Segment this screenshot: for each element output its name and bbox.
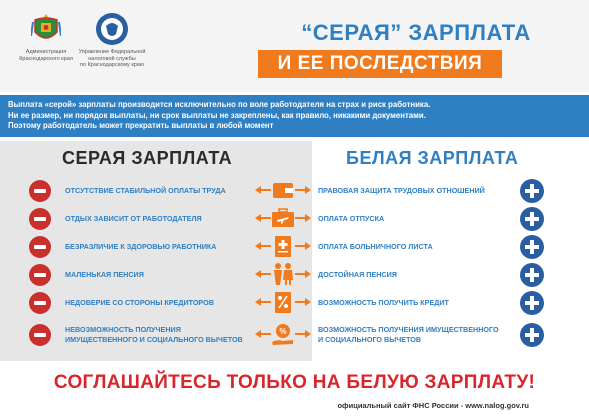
comparison-row — [0, 290, 589, 316]
negative-item-line: ИМУЩЕСТВЕННОГО И СОЦИАЛЬНОГО ВЫЧЕТОВ — [65, 335, 243, 344]
minus-icon — [29, 236, 51, 258]
positive-item: ДОСТОЙНАЯ ПЕНСИЯ — [318, 270, 397, 279]
info-line: Выплата «серой» зарплаты производится исключительно по воле работодателя на страх и риск работника. — [8, 100, 431, 109]
negative-item-line: НЕВОЗМОЖНОСТЬ ПОЛУЧЕНИЯ — [65, 325, 181, 334]
negative-item: ОТСУТСТВИЕ СТАБИЛЬНОЙ ОПЛАТЫ ТРУДА — [65, 186, 226, 195]
positive-item: ОПЛАТА БОЛЬНИЧНОГО ЛИСТА — [318, 242, 433, 251]
positive-item: ВОЗМОЖНОСТЬ ПОЛУЧИТЬ КРЕДИТ — [318, 298, 449, 307]
positive-item-line: И СОЦИАЛЬНОГО ВЫЧЕТОВ — [318, 335, 422, 344]
minus-icon — [29, 180, 51, 202]
logo-right-line3: по Краснодарскому краю — [80, 62, 144, 68]
minus-icon — [29, 208, 51, 230]
comparison-row — [0, 178, 589, 204]
negative-item: МАЛЕНЬКАЯ ПЕНСИЯ — [65, 270, 144, 279]
minus-icon — [29, 264, 51, 286]
white-salary-title: БЕЛАЯ ЗАРПЛАТА — [346, 148, 519, 168]
comparison-row — [0, 262, 589, 288]
positive-item: ПРАВОВАЯ ЗАЩИТА ТРУДОВЫХ ОТНОШЕНИЙ — [318, 186, 485, 195]
percent-document-icon — [253, 290, 313, 314]
negative-item — [65, 325, 243, 345]
fns-website-link[interactable]: официальный сайт ФНС России - www.nalog.gov.ru — [337, 401, 529, 410]
footer-slogan: СОГЛАШАЙТЕСЬ ТОЛЬКО НА БЕЛУЮ ЗАРПЛАТУ! — [53, 372, 536, 393]
elderly-couple-icon — [253, 262, 313, 286]
coat-of-arms-icon — [31, 12, 61, 46]
plus-icon — [520, 207, 544, 231]
info-line: Ни ее размер, ни порядок выплаты, ни срок выплаты не закреплены, как правило, никакими документами. — [8, 110, 426, 120]
percent-hand-icon — [253, 322, 313, 346]
comparison-row — [0, 318, 589, 354]
plus-icon — [520, 291, 544, 315]
info-banner — [0, 95, 589, 137]
plus-icon — [520, 179, 544, 203]
minus-icon — [29, 292, 51, 314]
sub-title: И ЕЕ ПОСЛЕДСТВИЯ — [258, 50, 502, 78]
positive-item-line: ВОЗМОЖНОСТЬ ПОЛУЧЕНИЯ ИМУЩЕСТВЕННОГО — [318, 325, 499, 334]
comparison-row — [0, 234, 589, 260]
minus-icon — [29, 324, 51, 346]
negative-item: ОТДЫХ ЗАВИСИТ ОТ РАБОТОДАТЕЛЯ — [65, 214, 202, 223]
negative-item: НЕДОВЕРИЕ СО СТОРОНЫ КРЕДИТОРОВ — [65, 298, 214, 307]
medical-document-icon — [253, 234, 313, 258]
info-line: Поэтому работодатель может прекратить выплаты в любой момент — [8, 121, 274, 130]
logo-right-line2: налоговой службы — [88, 55, 136, 62]
negative-item: БЕЗРАЗЛИЧИЕ К ЗДОРОВЬЮ РАБОТНИКА — [65, 242, 217, 251]
positive-item — [318, 325, 499, 345]
wallet-icon — [253, 178, 313, 202]
plus-icon — [520, 263, 544, 287]
comparison-row — [0, 206, 589, 232]
plus-icon — [520, 235, 544, 259]
main-title: “СЕРАЯ” ЗАРПЛАТА — [301, 20, 531, 45]
positive-item: ОПЛАТА ОТПУСКА — [318, 214, 385, 223]
plus-icon — [520, 323, 544, 347]
logo-left-line2: Краснодарского края — [19, 55, 73, 62]
logo-left-line1: Администрация — [25, 49, 67, 55]
grey-salary-title: СЕРАЯ ЗАРПЛАТА — [62, 148, 233, 168]
krasnodar-logo — [18, 12, 74, 62]
svg-text:%: % — [279, 327, 287, 336]
fns-logo — [78, 12, 146, 69]
logo-right-line1: Управление Федеральной — [78, 49, 146, 55]
suitcase-plane-icon — [253, 206, 313, 230]
fns-emblem-icon — [95, 12, 129, 46]
